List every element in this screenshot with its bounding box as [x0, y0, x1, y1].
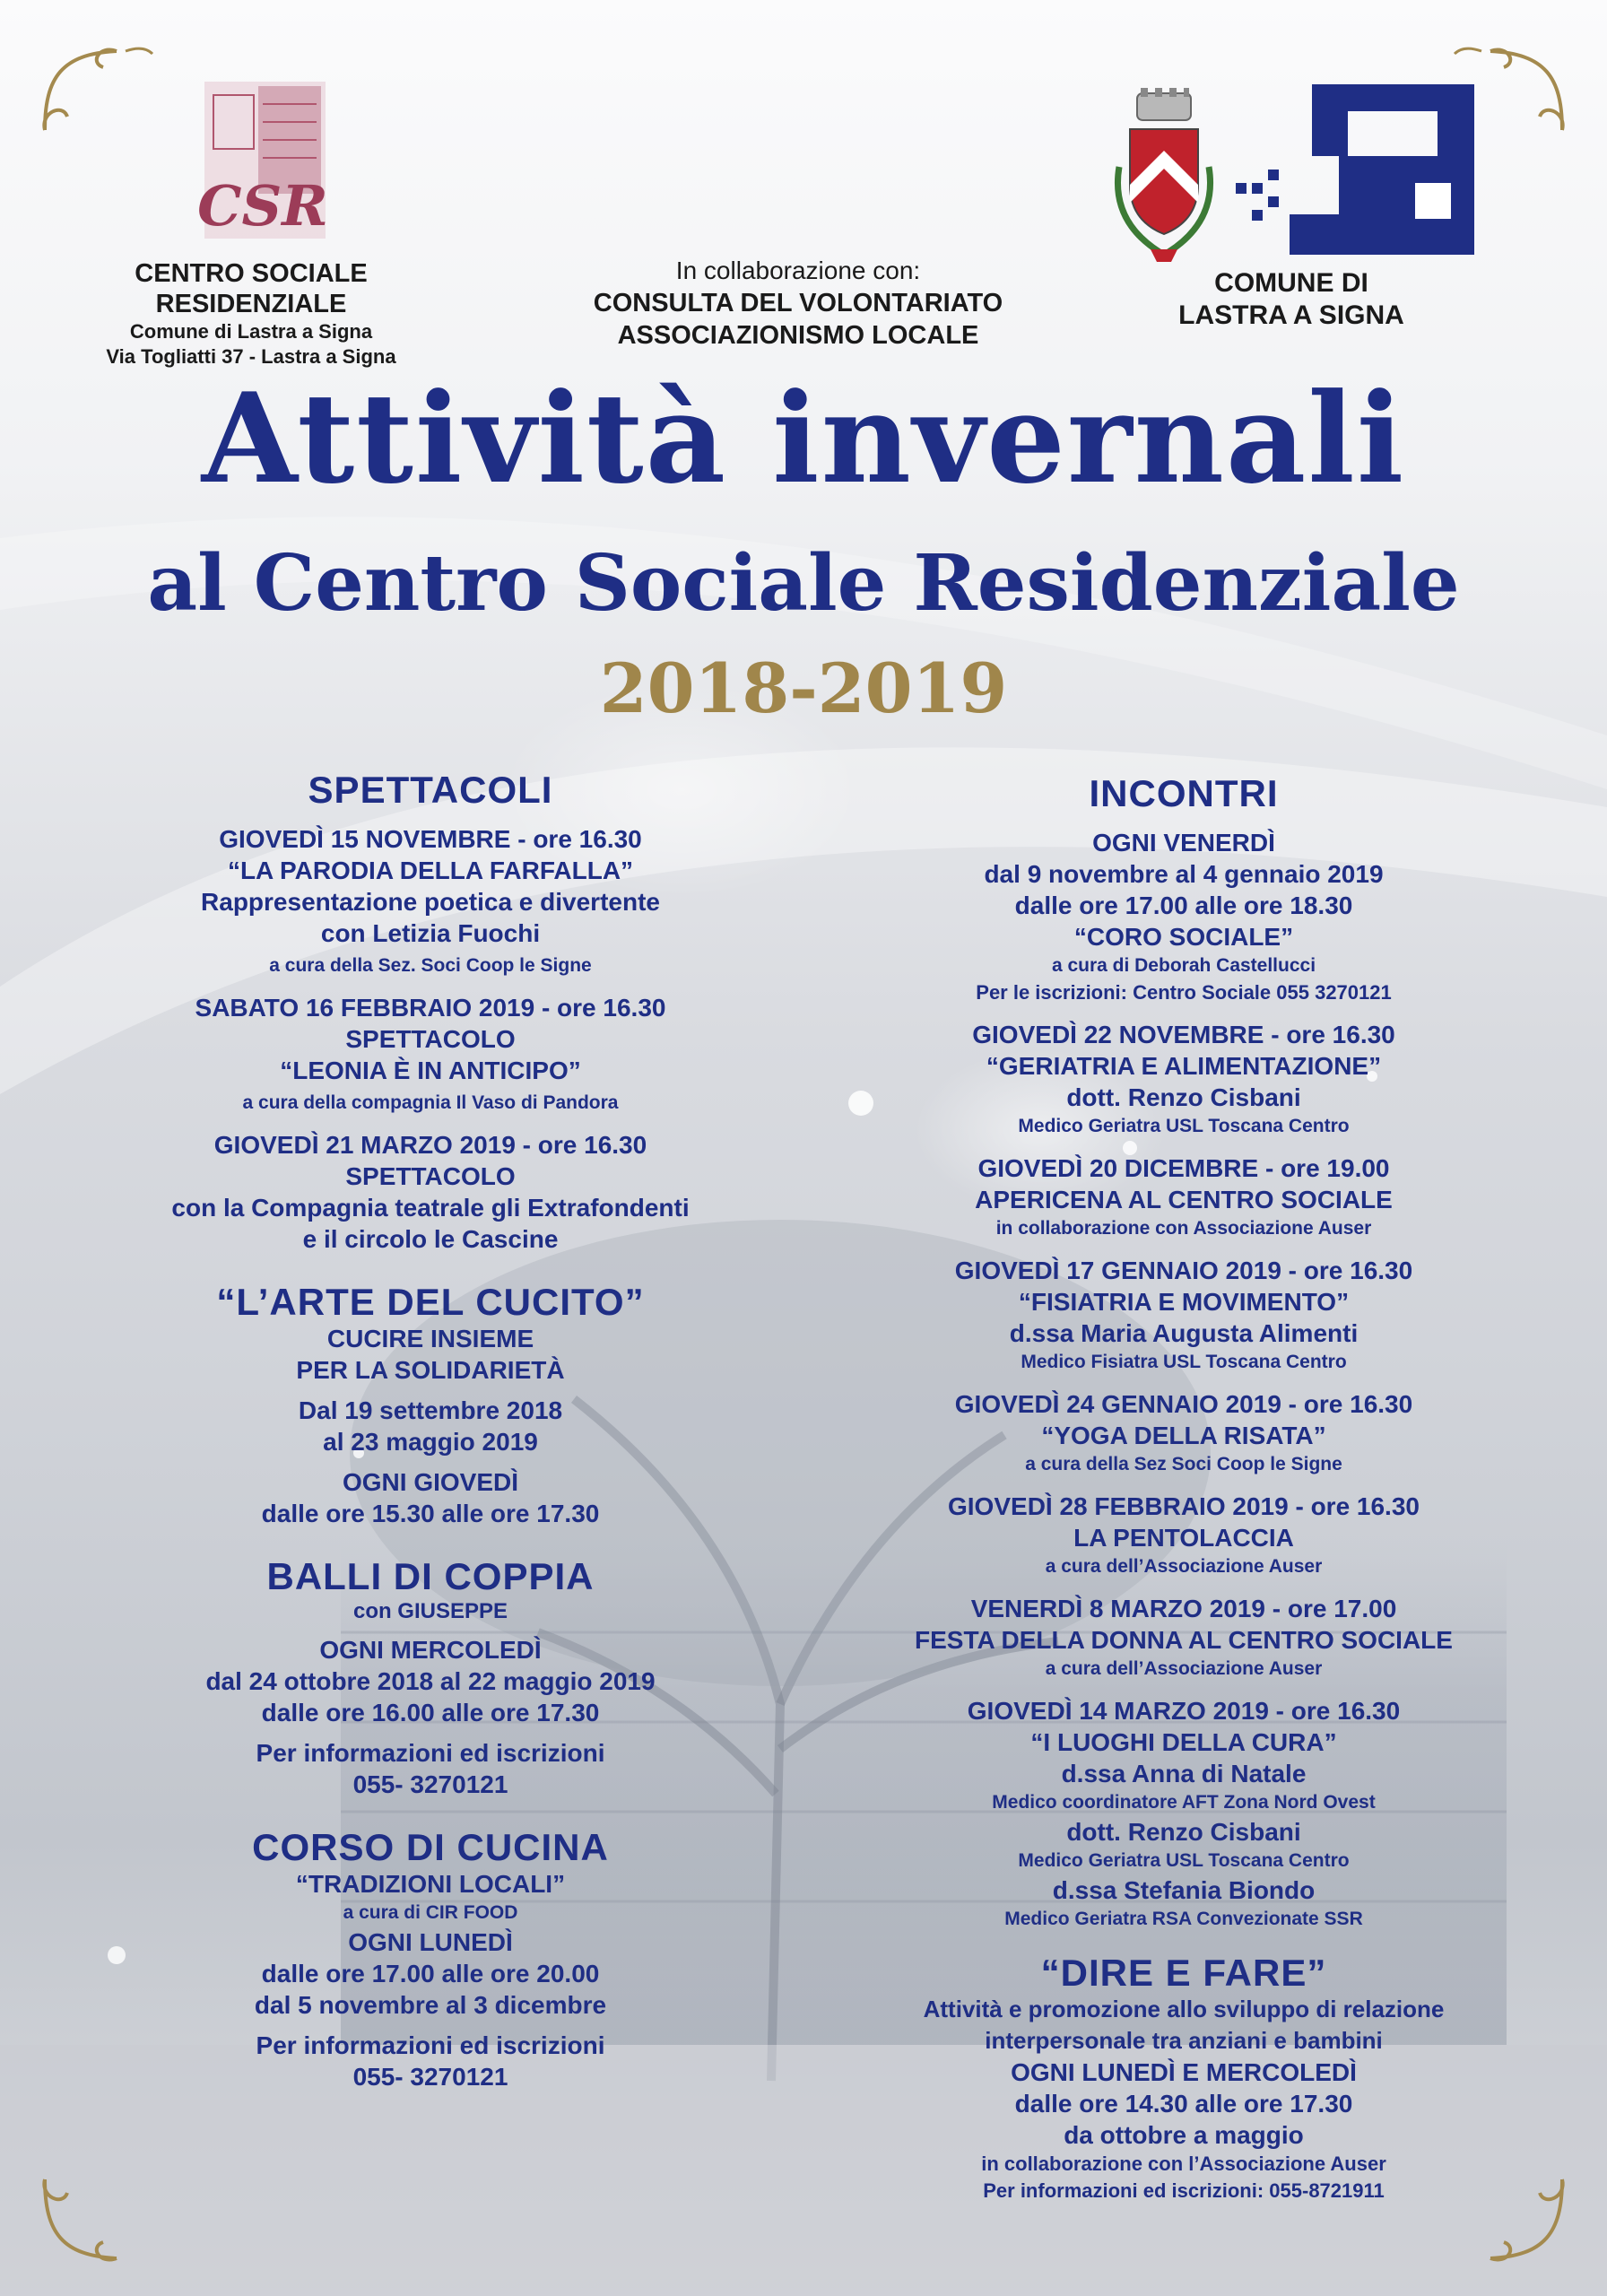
cucina-hours: dalle ore 17.00 alle ore 20.00	[261, 1959, 600, 1987]
event-speaker: dott. Renzo Cisbani	[1066, 1818, 1301, 1847]
event-date: GIOVEDÌ 15 NOVEMBRE - ore 16.30	[219, 825, 642, 854]
event-title: “CORO SOCIALE”	[1073, 923, 1294, 952]
event-description: con la Compagnia teatrale gli Extrafondenti	[171, 1194, 690, 1222]
event-date: GIOVEDÌ 20 DICEMBRE - ore 19.00	[977, 1154, 1390, 1183]
cucina-info-label: Per informazioni ed iscrizioni	[256, 2031, 605, 2059]
event-speaker-role: Medico coordinatore AFT Zona Nord Ovest	[992, 1792, 1376, 1813]
comune-line1: COMUNE DI	[1214, 268, 1368, 298]
season-year: 2018-2019	[599, 648, 1008, 728]
event-title: “GERIATRIA E ALIMENTAZIONE”	[986, 1052, 1382, 1081]
main-title: Attività invernali	[201, 365, 1406, 511]
event-organizer: a cura della Sez. Soci Coop le Signe	[269, 955, 592, 977]
balli-title: BALLI DI COPPIA	[266, 1555, 595, 1598]
corner-ornament-top-left	[36, 40, 161, 139]
event-date: SABATO 16 FEBBRAIO 2019 - ore 16.30	[195, 994, 666, 1022]
event-date: VENERDÌ 8 MARZO 2019 - ore 17.00	[970, 1595, 1397, 1623]
event-date: GIOVEDÌ 22 NOVEMBRE - ore 16.30	[972, 1021, 1395, 1049]
dire-fare-description: interpersonale tra anziani e bambini	[985, 2027, 1383, 2055]
event-title: “I LUOGHI DELLA CURA”	[1030, 1728, 1337, 1757]
left-org-name: CENTRO SOCIALE RESIDENZIALE	[135, 259, 368, 318]
cucina-title: CORSO DI CUCINA	[252, 1825, 609, 1868]
spettacoli-title: SPETTACOLI	[308, 769, 553, 811]
incontri-event-3	[888, 1152, 1480, 1242]
event-title: “FISIATRIA E MOVIMENTO”	[1018, 1288, 1350, 1317]
event-title: LA PENTOLACCIA	[1073, 1524, 1294, 1552]
event-organizer: a cura dell’Associazione Auser	[1045, 1556, 1323, 1578]
dire-fare-days: OGNI LUNEDÌ E MERCOLEDÌ	[1011, 2058, 1357, 2087]
incontri-event-1	[888, 827, 1480, 1006]
event-date: GIOVEDÌ 17 GENNAIO 2019 - ore 16.30	[954, 1257, 1413, 1285]
event-speaker: d.ssa Stefania Biondo	[1052, 1876, 1316, 1905]
cucina-date-range: dal 5 novembre al 3 dicembre	[254, 1990, 607, 2019]
cucina-phone: 055- 3270121	[352, 2062, 508, 2091]
dire-fare-title: “DIRE E FARE”	[1040, 1952, 1327, 1995]
balli-info-label: Per informazioni ed iscrizioni	[256, 1738, 605, 1767]
event-title: “LEONIA È IN ANTICIPO”	[280, 1057, 581, 1085]
collab-line2: ASSOCIAZIONISMO LOCALE	[617, 321, 979, 350]
cucina-subtitle: “TRADIZIONI LOCALI”	[295, 1869, 566, 1898]
incontri-event-6	[888, 1491, 1480, 1580]
event-speaker: d.ssa Maria Augusta Alimenti	[1009, 1319, 1359, 1348]
event-description: e il circolo le Cascine	[302, 1225, 559, 1254]
incontri-title: INCONTRI	[1089, 772, 1279, 814]
dire-fare-period: da ottobre a maggio	[1064, 2121, 1304, 2150]
event-organizer: in collaborazione con Associazione Auser	[995, 1218, 1372, 1239]
balli-section	[135, 1556, 726, 1799]
event-speaker: d.ssa Anna di Natale	[1061, 1760, 1307, 1788]
incontri-event-5	[888, 1388, 1480, 1478]
collab-line1: CONSULTA DEL VOLONTARIATO	[593, 289, 1003, 317]
spettacoli-event-3	[135, 1129, 726, 1255]
left-org-address: Via Togliatti 37 - Lastra a Signa	[106, 345, 396, 368]
event-type: SPETTACOLO	[345, 1162, 516, 1191]
incontri-event-7	[888, 1593, 1480, 1683]
event-title: APERICENA AL CENTRO SOCIALE	[975, 1186, 1393, 1214]
csr-logo	[195, 77, 330, 248]
balli-date-range: dal 24 ottobre 2018 al 22 maggio 2019	[205, 1666, 656, 1695]
event-date: GIOVEDÌ 24 GENNAIO 2019 - ore 16.30	[954, 1390, 1413, 1419]
cucito-subtitle: CUCIRE INSIEME	[326, 1325, 534, 1353]
event-title: FESTA DELLA DONNA AL CENTRO SOCIALE	[915, 1626, 1453, 1655]
event-speaker-role: Medico Geriatra USL Toscana Centro	[1018, 1116, 1350, 1137]
balli-phone: 055- 3270121	[352, 1770, 508, 1798]
dire-fare-section	[888, 1952, 1480, 2205]
event-organizer: a cura della compagnia Il Vaso di Pandora	[242, 1092, 619, 1114]
dire-fare-description: Attività e promozione allo sviluppo di relazione	[923, 1996, 1445, 2023]
cucito-subtitle: PER LA SOLIDARIETÀ	[296, 1356, 565, 1385]
svg-text:CSR: CSR	[197, 173, 328, 239]
event-speaker-role: Medico Geriatra USL Toscana Centro	[1018, 1850, 1350, 1872]
dire-fare-collab: in collaborazione con l’Associazione Auser	[981, 2152, 1386, 2176]
incontri-event-4	[888, 1255, 1480, 1376]
cucina-organizer: a cura di CIR FOOD	[343, 1901, 518, 1923]
event-date: GIOVEDÌ 28 FEBBRAIO 2019 - ore 16.30	[948, 1492, 1420, 1521]
coat-of-arms	[1110, 86, 1218, 265]
cucito-section	[135, 1282, 726, 1529]
event-organizer: a cura della Sez Soci Coop le Signe	[1025, 1454, 1342, 1475]
event-title: “LA PARODIA DELLA FARFALLA”	[227, 857, 634, 885]
spettacoli-event-1	[135, 823, 726, 979]
dire-fare-hours: dalle ore 14.30 alle ore 17.30	[1014, 2090, 1353, 2118]
event-hours: dalle ore 17.00 alle ore 18.30	[1014, 891, 1353, 920]
cucito-title: “L’ARTE DEL CUCITO”	[216, 1281, 645, 1324]
event-organizer: a cura dell’Associazione Auser	[1045, 1658, 1323, 1680]
balli-hours: dalle ore 16.00 alle ore 17.30	[261, 1698, 600, 1726]
event-organizer: a cura di Deborah Castellucci	[1051, 955, 1316, 977]
comune-line2: LASTRA A SIGNA	[1178, 300, 1404, 330]
dire-fare-contact: Per informazioni ed iscrizioni: 055-8721911	[983, 2179, 1385, 2203]
event-date-range: dal 9 novembre al 4 gennaio 2019	[984, 860, 1384, 889]
event-type: SPETTACOLO	[345, 1025, 516, 1054]
right-column	[888, 773, 1480, 2205]
cucito-date-range: al 23 maggio 2019	[323, 1428, 538, 1457]
event-speaker-role: Medico Geriatra RSA Convezionate SSR	[1004, 1909, 1363, 1930]
cucito-date-range: Dal 19 settembre 2018	[298, 1396, 563, 1425]
event-contact: Per le iscrizioni: Centro Sociale 055 3270121	[976, 981, 1392, 1004]
cucina-day: OGNI LUNEDÌ	[348, 1927, 513, 1956]
incontri-event-8	[888, 1695, 1480, 1933]
event-title: “YOGA DELLA RISATA”	[1041, 1422, 1326, 1450]
comune-logo	[1236, 84, 1474, 255]
incontri-event-2	[888, 1019, 1480, 1140]
event-description: con Letizia Fuochi	[320, 919, 541, 948]
left-org-city: Comune di Lastra a Signa	[129, 320, 373, 343]
left-column	[135, 770, 726, 2092]
event-speaker-role: Medico Fisiatra USL Toscana Centro	[1021, 1352, 1347, 1373]
main-subtitle: al Centro Sociale Residenziale	[147, 538, 1460, 629]
cucito-hours: dalle ore 15.30 alle ore 17.30	[261, 1500, 600, 1528]
collab-intro: In collaborazione con:	[675, 257, 921, 284]
event-day: OGNI VENERDÌ	[1092, 829, 1275, 857]
cucito-day: OGNI GIOVEDÌ	[342, 1468, 519, 1497]
event-description: Rappresentazione poetica e divertente	[201, 888, 660, 917]
event-date: GIOVEDÌ 14 MARZO 2019 - ore 16.30	[967, 1697, 1401, 1726]
event-speaker: dott. Renzo Cisbani	[1066, 1083, 1301, 1112]
spettacoli-event-2	[135, 992, 726, 1117]
balli-host: con GIUSEPPE	[352, 1598, 508, 1623]
balli-day: OGNI MERCOLEDÌ	[319, 1635, 542, 1664]
corner-ornament-bottom-left	[36, 2170, 161, 2269]
cucina-section	[135, 1827, 726, 2092]
event-date: GIOVEDÌ 21 MARZO 2019 - ore 16.30	[213, 1131, 647, 1160]
